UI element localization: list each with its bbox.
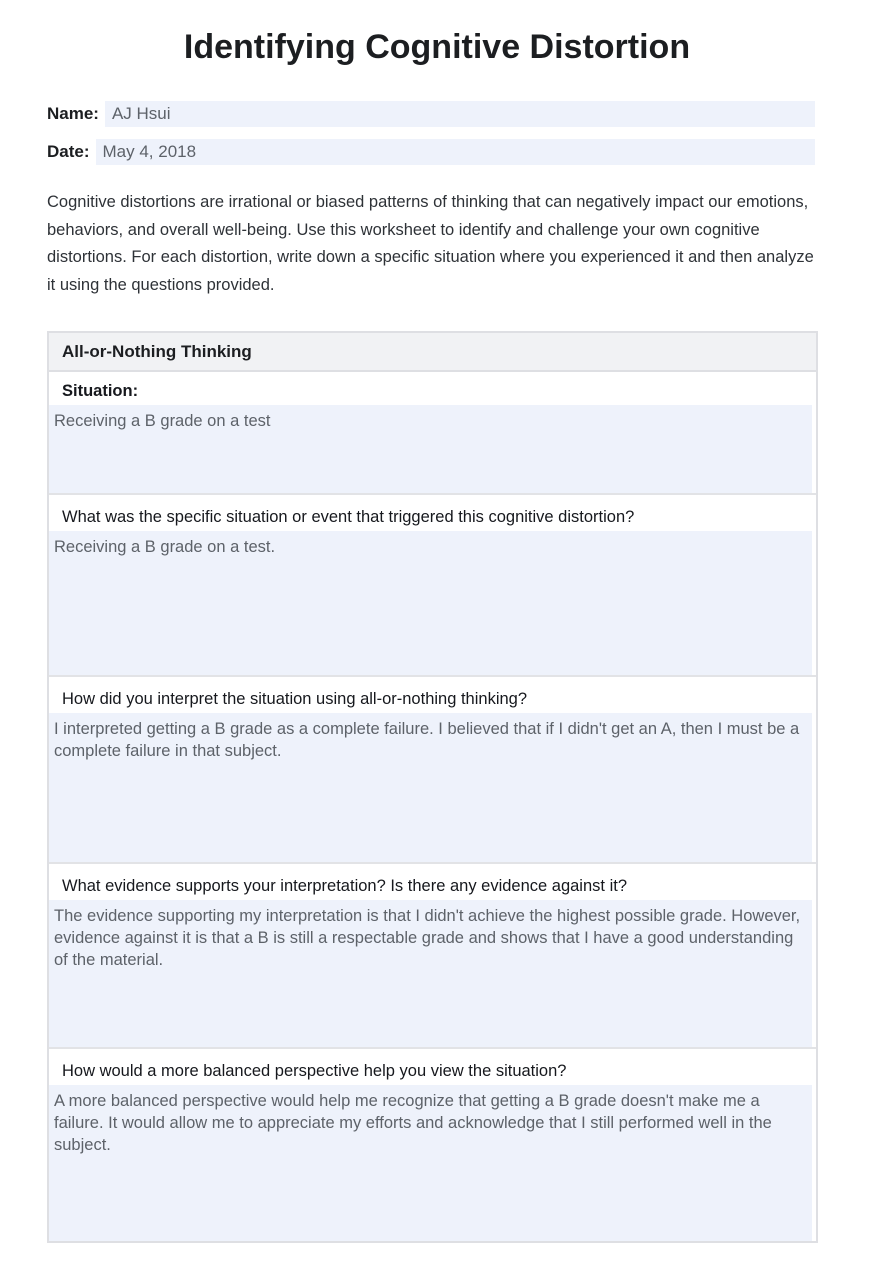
question-label: What was the specific situation or event that triggered this cognitive distortion? <box>62 508 635 526</box>
identity-fields <box>47 101 815 165</box>
name-label: Name: <box>47 104 99 123</box>
name-input[interactable]: AJ Hsui <box>105 101 815 127</box>
intro-paragraph: Cognitive distortions are irrational or biased patterns of thinking that can negatively impact our emotions, behaviors, and overall well-being. Use this worksheet to identify and challenge your own cognitive distortions. For each distortion, write down a specific situation where you experienced it and then analyze it using the questions provided. <box>47 193 814 294</box>
answer-field[interactable]: I interpreted getting a B grade as a complete failure. I believed that if I didn't get an A, then I must be a complete failure in that subject. <box>49 713 812 862</box>
question-row <box>49 675 816 862</box>
section-header <box>49 333 816 372</box>
question-label: How would a more balanced perspective help you view the situation? <box>62 1062 567 1080</box>
page-title: Identifying Cognitive Distortion <box>183 28 691 66</box>
situation-row <box>49 372 816 493</box>
situation-label: Situation: <box>62 382 139 400</box>
question-row <box>49 862 816 1047</box>
answer-field[interactable]: A more balanced perspective would help me recognize that getting a B grade doesn't make me a failure. It would allow me to appreciate my efforts and acknowledge that I still performed well in the subject. <box>49 1085 812 1241</box>
worksheet-table <box>47 331 818 1243</box>
date-label: Date: <box>47 142 90 161</box>
question-row <box>49 1047 816 1241</box>
answer-field[interactable]: The evidence supporting my interpretation is that I didn't achieve the highest possible grade. However, evidence against it is that a B is still a respectable grade and shows that I have a good understanding of the material. <box>49 900 812 1047</box>
section-title: All-or-Nothing Thinking <box>62 342 252 361</box>
situation-answer-field[interactable]: Receiving a B grade on a test <box>49 405 812 493</box>
date-input[interactable]: May 4, 2018 <box>96 139 815 165</box>
date-row <box>47 139 815 165</box>
answer-field[interactable]: Receiving a B grade on a test. <box>49 531 812 675</box>
question-label: What evidence supports your interpretation? Is there any evidence against it? <box>62 877 627 895</box>
question-label: How did you interpret the situation using all-or-nothing thinking? <box>62 690 528 708</box>
name-row <box>47 101 815 127</box>
question-row <box>49 493 816 675</box>
